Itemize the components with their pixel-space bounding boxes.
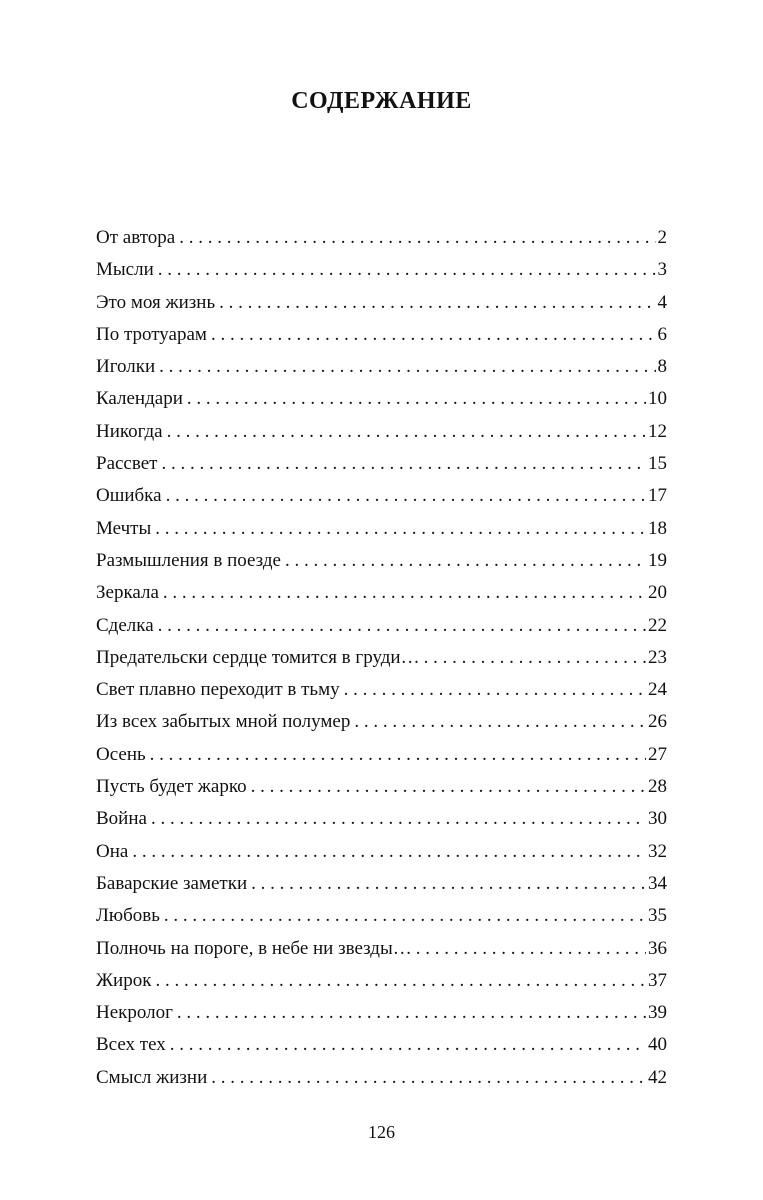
toc-entry-title: Рассвет (96, 453, 158, 475)
toc-dot-leader (285, 545, 646, 577)
toc-entry-title: Мысли (96, 259, 154, 281)
toc-dot-leader (155, 965, 646, 997)
toc-entry (96, 642, 667, 674)
toc-dot-leader (161, 448, 646, 480)
toc-entry (96, 933, 667, 965)
toc-entry-title: Ошибка (96, 485, 162, 507)
toc-entry (96, 803, 667, 835)
toc-entry (96, 254, 667, 286)
toc-entry (96, 1029, 667, 1061)
toc-dot-leader (170, 1029, 646, 1061)
toc-entry (96, 739, 667, 771)
toc-entry-page: 30 (648, 808, 667, 830)
toc-entry-title: Мечты (96, 517, 152, 539)
toc-entry-title: Любовь (96, 905, 160, 927)
toc-entry (96, 319, 667, 351)
toc-dot-leader (167, 416, 646, 448)
toc-entry-title: Зеркала (96, 582, 159, 604)
toc-entry (96, 513, 667, 545)
toc-entry-title: Размышления в поезде (96, 549, 281, 571)
toc-dot-leader (158, 610, 646, 642)
toc-entry (96, 997, 667, 1029)
toc-entry (96, 448, 667, 480)
toc-entry-page: 34 (648, 872, 667, 894)
table-of-contents (96, 222, 667, 1094)
toc-entry-title: Она (96, 840, 129, 862)
toc-entry-page: 2 (657, 227, 667, 248)
toc-entry-page: 8 (657, 356, 667, 378)
toc-dot-leader (251, 868, 646, 900)
toc-entry-title: Предательски сердце томится в груди… (96, 646, 420, 668)
toc-dot-leader (251, 771, 646, 803)
toc-entry (96, 383, 667, 415)
toc-entry-title: Иголки (96, 356, 156, 378)
toc-entry-page: 22 (648, 614, 667, 636)
toc-dot-leader (164, 900, 646, 932)
toc-entry (96, 706, 667, 738)
toc-entry (96, 610, 667, 642)
toc-entry-page: 26 (648, 711, 667, 733)
toc-dot-leader (211, 1062, 646, 1094)
toc-entry-page: 15 (648, 453, 667, 475)
toc-entry-title: По тротуарам (96, 323, 207, 345)
toc-dot-leader (219, 287, 655, 319)
toc-dot-leader (150, 739, 646, 771)
toc-entry-page: 12 (648, 420, 667, 442)
toc-entry-page: 17 (648, 485, 667, 507)
toc-entry-page: 37 (648, 969, 667, 991)
toc-dot-leader (158, 254, 656, 286)
toc-entry-title: Это моя жизнь (96, 291, 216, 313)
toc-entry-page: 28 (648, 776, 667, 798)
toc-entry (96, 480, 667, 512)
toc-entry (96, 351, 667, 383)
toc-entry (96, 222, 667, 254)
toc-entry-page: 32 (648, 840, 667, 862)
toc-dot-leader (132, 836, 646, 868)
toc-entry-title: Осень (96, 743, 146, 765)
toc-entry-page: 6 (657, 323, 667, 345)
toc-entry-title: Полночь на пороге, в небе ни звезды… (96, 937, 412, 959)
toc-dot-leader (179, 222, 655, 254)
toc-dot-leader (163, 577, 646, 609)
toc-entry-page: 23 (648, 646, 667, 668)
toc-dot-leader (354, 706, 646, 738)
toc-entry-title: Из всех забытых мной полумер (96, 711, 351, 733)
toc-entry-title: Баварские заметки (96, 872, 248, 894)
toc-entry (96, 836, 667, 868)
toc-entry-page: 18 (648, 517, 667, 539)
toc-entry-title: Календари (96, 388, 183, 410)
toc-entry-title: Всех тех (96, 1034, 166, 1056)
toc-entry (96, 674, 667, 706)
toc-dot-leader (166, 480, 646, 512)
toc-entry-title: Смысл жизни (96, 1066, 208, 1088)
toc-entry-page: 3 (657, 259, 667, 281)
toc-entry (96, 868, 667, 900)
toc-entry-title: Пусть будет жарко (96, 776, 247, 798)
toc-entry-title: Никогда (96, 420, 163, 442)
toc-entry-title: Некролог (96, 1002, 173, 1024)
toc-entry-page: 40 (648, 1034, 667, 1056)
toc-entry-page: 36 (648, 937, 667, 959)
toc-entry-page: 4 (657, 291, 667, 313)
toc-dot-leader (211, 319, 656, 351)
toc-dot-leader (424, 642, 646, 674)
toc-entry-page: 24 (648, 679, 667, 701)
toc-entry-title: Война (96, 808, 147, 830)
toc-entry-title: Сделка (96, 614, 154, 636)
page-number: 126 (368, 1122, 395, 1142)
toc-entry-title: Жирок (96, 969, 152, 991)
toc-entry-page: 35 (648, 905, 667, 927)
toc-entry-page: 39 (648, 1002, 667, 1024)
toc-entry-page: 19 (648, 549, 667, 571)
page-title: СОДЕРЖАНИЕ (291, 88, 472, 114)
toc-entry (96, 287, 667, 319)
toc-dot-leader (151, 803, 646, 835)
toc-entry (96, 416, 667, 448)
toc-dot-leader (187, 383, 646, 415)
toc-entry-title: От автора (96, 227, 176, 248)
toc-dot-leader (155, 513, 646, 545)
toc-entry (96, 1062, 667, 1094)
toc-entry (96, 577, 667, 609)
toc-entry (96, 965, 667, 997)
toc-entry (96, 771, 667, 803)
toc-dot-leader (159, 351, 655, 383)
toc-entry-page: 42 (648, 1066, 667, 1088)
toc-entry-page: 10 (648, 388, 667, 410)
toc-entry-title: Свет плавно переходит в тьму (96, 679, 340, 701)
toc-dot-leader (177, 997, 646, 1029)
toc-dot-leader (344, 674, 646, 706)
toc-entry (96, 545, 667, 577)
toc-entry-page: 20 (648, 582, 667, 604)
toc-entry-page: 27 (648, 743, 667, 765)
toc-entry (96, 900, 667, 932)
toc-dot-leader (416, 933, 646, 965)
